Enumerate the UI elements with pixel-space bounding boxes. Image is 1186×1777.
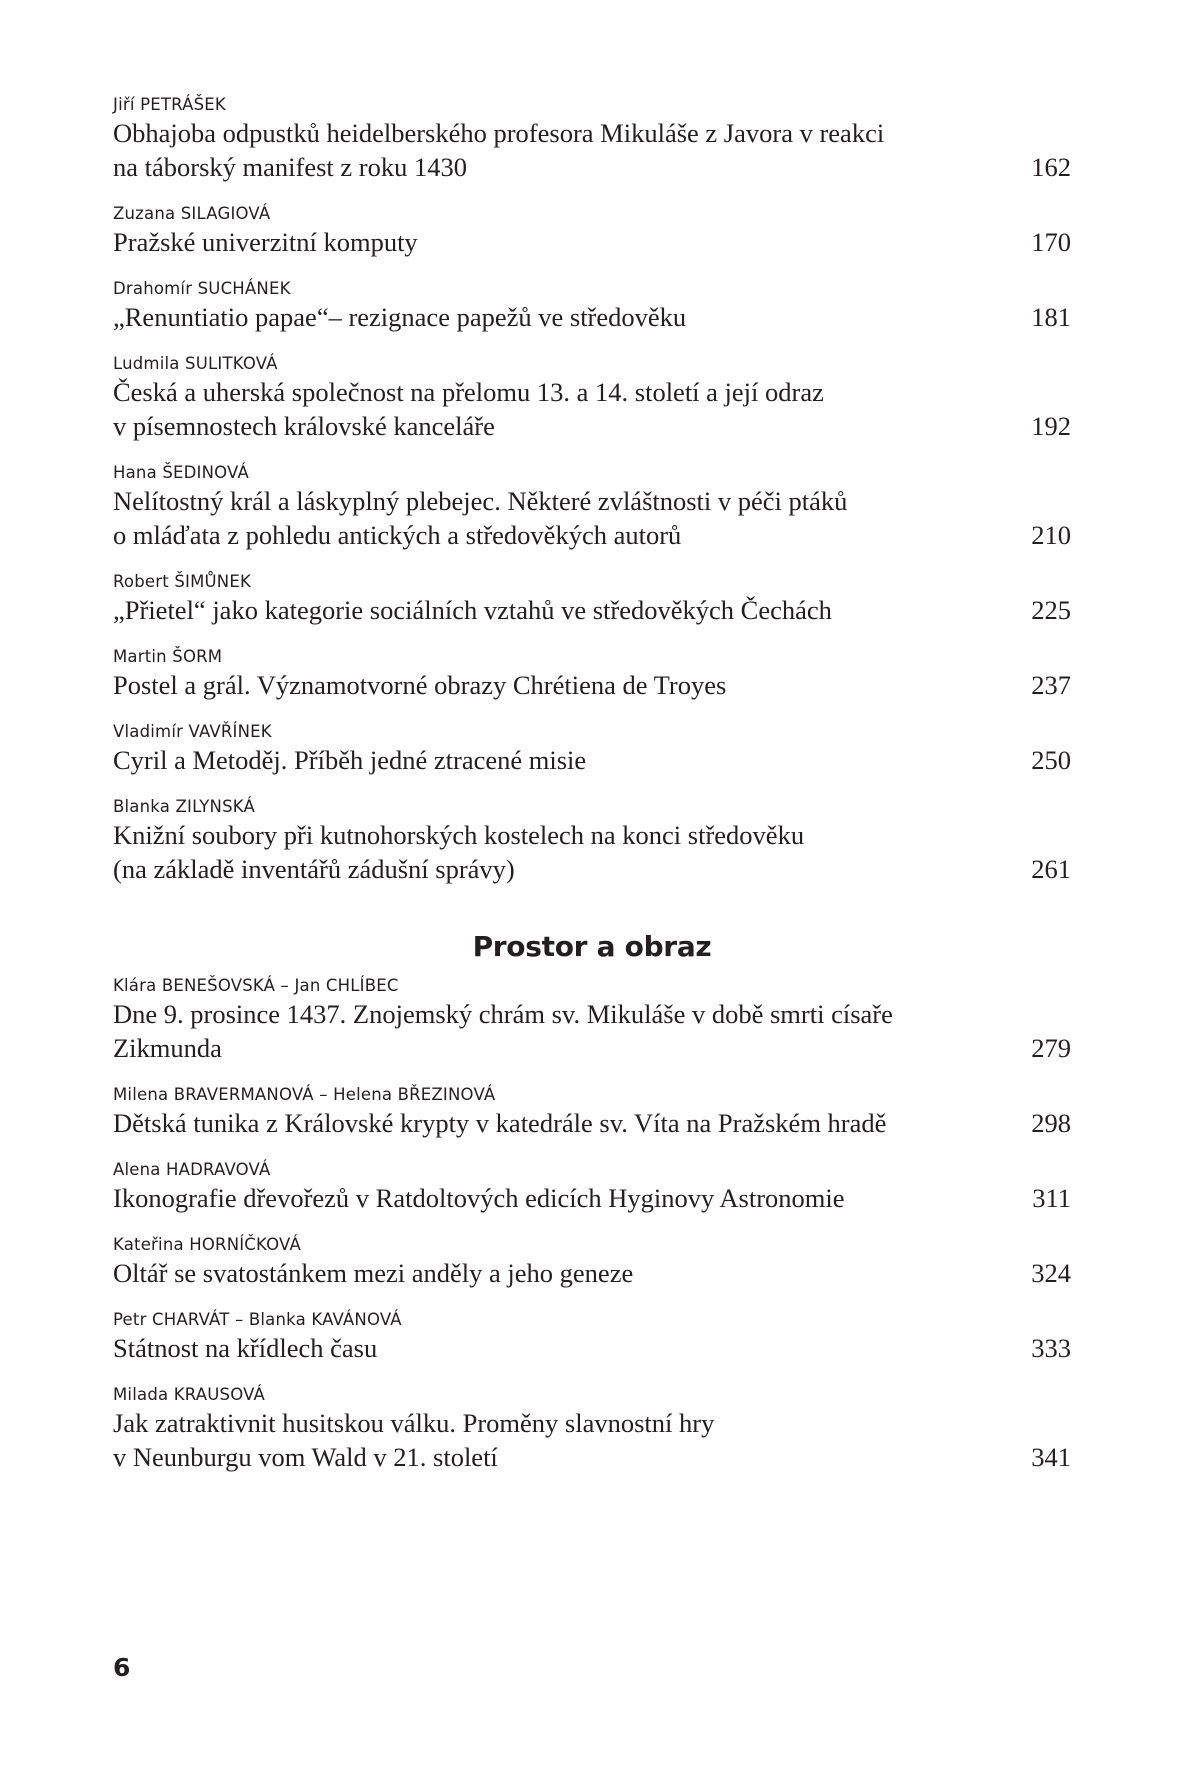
entry-page-number: 298: [1031, 1108, 1071, 1138]
entry-title-line: Knižní soubory při kutnohorských kostelech na konci středověku: [113, 820, 805, 850]
entry-page-number: 210: [1031, 520, 1071, 550]
entry-title: [113, 818, 973, 886]
entry-title-line: Postel a grál. Významotvorné obrazy Chrétiena de Troyes: [113, 670, 727, 700]
toc-entry: [113, 975, 1071, 1065]
entry-title-row: [113, 1406, 1071, 1474]
toc-entry: [113, 1309, 1071, 1365]
entry-title-row: [113, 484, 1071, 552]
entry-author: Alena HADRAVOVÁ: [113, 1160, 271, 1179]
entry-page-number: 333: [1031, 1333, 1071, 1363]
entry-title-row: [113, 300, 1071, 334]
entry-page-number: 341: [1031, 1442, 1071, 1472]
entry-title-line: Obhajoba odpustků heidelberského profesora Mikuláše z Javora v reakci: [113, 118, 885, 148]
table-of-contents: [113, 94, 1071, 1493]
entry-page-number: 324: [1031, 1258, 1071, 1288]
entry-title-line: Česká a uherská společnost na přelomu 13. a 14. století a její odraz: [113, 377, 824, 407]
entry-page-number: 279: [1031, 1033, 1071, 1063]
entry-title-line: Státnost na křídlech času: [113, 1333, 378, 1363]
entry-title-line: Zikmunda: [113, 1033, 222, 1063]
entry-author: Drahomír SUCHÁNEK: [113, 279, 291, 298]
entry-page-number: 162: [1031, 152, 1071, 182]
entry-page-number: 192: [1031, 411, 1071, 441]
toc-entry: [113, 1084, 1071, 1140]
entry-title-line: Nelítostný král a láskyplný plebejec. Některé zvláštnosti v péči ptáků: [113, 486, 848, 516]
entry-title-line: na táborský manifest z roku 1430: [113, 152, 467, 182]
entry-title: [113, 1181, 973, 1215]
entry-author: Martin ŠORM: [113, 647, 223, 666]
entry-page-number: 181: [1031, 302, 1071, 332]
entry-title: [113, 668, 973, 702]
entry-title: [113, 484, 973, 552]
entry-title-row: [113, 997, 1071, 1065]
entry-author: Kateřina HORNÍČKOVÁ: [113, 1235, 301, 1254]
entry-title-row: [113, 1106, 1071, 1140]
entry-title: [113, 1406, 973, 1474]
entry-page-number: 170: [1031, 227, 1071, 257]
entry-title-row: [113, 1331, 1071, 1365]
entry-title-row: [113, 818, 1071, 886]
entry-title-line: Cyril a Metoděj. Příběh jedné ztracené misie: [113, 745, 587, 775]
toc-entry: [113, 203, 1071, 259]
entry-author: Petr CHARVÁT – Blanka KAVÁNOVÁ: [113, 1310, 402, 1329]
entry-title-line: v písemnostech královské kanceláře: [113, 411, 495, 441]
entry-author: Jiří PETRÁŠEK: [113, 95, 226, 114]
entry-author: Zuzana SILAGIOVÁ: [113, 204, 271, 223]
entry-title-line: Oltář se svatostánkem mezi anděly a jeho geneze: [113, 1258, 634, 1288]
entry-title: [113, 593, 973, 627]
toc-section: [113, 929, 1071, 1474]
entry-title-row: [113, 593, 1071, 627]
entry-title: [113, 116, 973, 184]
entry-title-row: [113, 225, 1071, 259]
toc-entry: [113, 353, 1071, 443]
entry-title-row: [113, 375, 1071, 443]
entry-author: Klára BENEŠOVSKÁ – Jan CHLÍBEC: [113, 976, 399, 995]
toc-entry: [113, 796, 1071, 886]
entry-title-line: Dětská tunika z Královské krypty v katedrále sv. Víta na Pražském hradě: [113, 1108, 887, 1138]
page-number: 6: [113, 1653, 131, 1682]
entry-title-row: [113, 668, 1071, 702]
entry-author: Hana ŠEDINOVÁ: [113, 463, 249, 482]
entry-author: Vladimír VAVŘÍNEK: [113, 722, 272, 741]
entry-title-line: Dne 9. prosince 1437. Znojemský chrám sv. Mikuláše v době smrti císaře: [113, 999, 893, 1029]
entry-title: [113, 743, 973, 777]
entry-title-row: [113, 1256, 1071, 1290]
entry-author: Blanka ZILYNSKÁ: [113, 797, 255, 816]
entry-title-row: [113, 1181, 1071, 1215]
entry-author: Ludmila SULITKOVÁ: [113, 354, 278, 373]
toc-entry: [113, 1384, 1071, 1474]
entry-title-line: Pražské univerzitní komputy: [113, 227, 418, 257]
entry-title-row: [113, 743, 1071, 777]
toc-entry: [113, 462, 1071, 552]
entry-title: [113, 997, 973, 1065]
entry-author: Robert ŠIMŮNEK: [113, 572, 251, 591]
toc-section: [113, 94, 1071, 886]
entry-title-line: (na základě inventářů zádušní správy): [113, 854, 515, 884]
entry-page-number: 261: [1031, 854, 1071, 884]
entry-title: [113, 1256, 973, 1290]
entry-title-line: Ikonografie dřevořezů v Ratdoltových edicích Hyginovy Astronomie: [113, 1183, 845, 1213]
entry-author: Milena BRAVERMANOVÁ – Helena BŘEZINOVÁ: [113, 1085, 496, 1104]
entry-title: [113, 225, 973, 259]
entry-title: [113, 300, 973, 334]
entry-title-line: o mláďata z pohledu antických a středověkých autorů: [113, 520, 682, 550]
entry-title-line: v Neunburgu vom Wald v 21. století: [113, 1442, 498, 1472]
toc-entry: [113, 571, 1071, 627]
toc-entry: [113, 721, 1071, 777]
entry-title-line: „Přietel“ jako kategorie sociálních vztahů ve středověkých Čechách: [113, 595, 832, 625]
entry-title: [113, 1106, 973, 1140]
entry-title: [113, 375, 973, 443]
entry-page-number: 237: [1031, 670, 1071, 700]
toc-entry: [113, 278, 1071, 334]
toc-sections: [113, 94, 1071, 1474]
entry-title-line: „Renuntiatio papae“– rezignace papežů ve středověku: [113, 302, 687, 332]
entry-page-number: 311: [1032, 1183, 1071, 1213]
entry-title-line: Jak zatraktivnit husitskou válku. Proměny slavnostní hry: [113, 1408, 715, 1438]
entry-title-row: [113, 116, 1071, 184]
entry-page-number: 225: [1031, 595, 1071, 625]
toc-entry: [113, 646, 1071, 702]
toc-entry: [113, 1234, 1071, 1290]
toc-entry: [113, 1159, 1071, 1215]
section-heading: Prostor a obraz: [472, 930, 712, 963]
entry-page-number: 250: [1031, 745, 1071, 775]
toc-entry: [113, 94, 1071, 184]
entry-author: Milada KRAUSOVÁ: [113, 1385, 266, 1404]
entry-title: [113, 1331, 973, 1365]
